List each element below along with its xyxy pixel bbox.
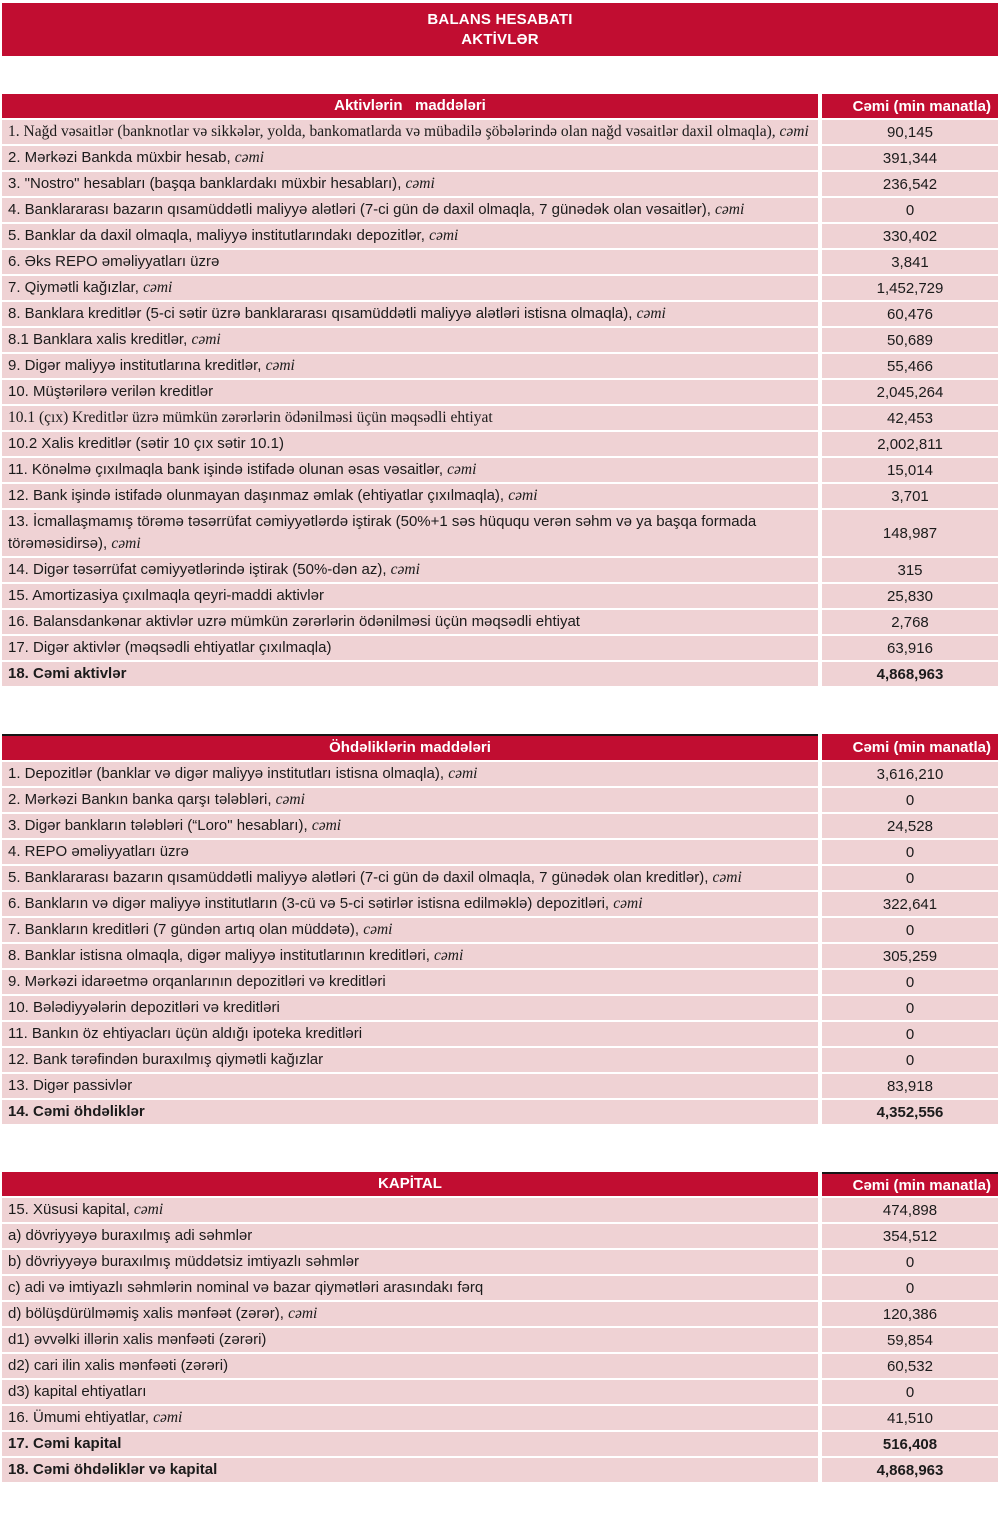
- row-label: [2, 636, 818, 660]
- table-row: [2, 1354, 998, 1378]
- row-value: 322,641: [822, 892, 998, 916]
- row-value: 3,616,210: [822, 762, 998, 786]
- row-label-text: 10. Müştərilərə verilən kreditlər: [8, 383, 214, 400]
- row-label-text: 17. Cəmi kapital: [8, 1435, 122, 1452]
- row-label-text: 14. Digər təsərrüfat cəmiyyətlərində iştirak (50%-dən az), cəmi: [8, 561, 420, 578]
- row-label: [2, 1198, 818, 1222]
- row-label-text: d) bölüşdürülməmiş xalis mənfəət (zərər), cəmi: [8, 1305, 318, 1322]
- row-label: [2, 944, 818, 968]
- row-label-text: 1. Nağd vəsaitlər (banknotlar və sikkələr, yolda, bankomatlarda və mübadilə şöbələrində olan nağd vəsaitlər daxil olmaqla), cəmi: [8, 123, 809, 140]
- row-value: 0: [822, 1250, 998, 1274]
- row-label-cami-suffix: cəmi: [288, 1305, 318, 1322]
- row-label-text: 16. Ümumi ehtiyatlar, cəmi: [8, 1409, 183, 1426]
- row-label: [2, 1406, 818, 1430]
- row-value: 4,868,963: [822, 662, 998, 686]
- row-value: 4,868,963: [822, 1458, 998, 1482]
- row-label: [2, 458, 818, 482]
- table-row: [2, 1198, 998, 1222]
- row-label-text: d1) əvvəlki illərin xalis mənfəəti (zərəri): [8, 1331, 267, 1348]
- row-label-cami-suffix: cəmi: [363, 921, 393, 938]
- table-row: [2, 146, 998, 170]
- row-label: [2, 1224, 818, 1248]
- row-label: [2, 1458, 818, 1482]
- row-value: 1,452,729: [822, 276, 998, 300]
- report-title-line1: BALANS HESABATI: [427, 11, 573, 28]
- row-label-text: 16. Balansdankənar aktivlər uzrə mümkün zərərlərin ödənilməsi üçün məqsədli ehtiyat: [8, 613, 580, 630]
- row-label: [2, 1074, 818, 1098]
- table-row: [2, 1048, 998, 1072]
- table-row: [2, 1328, 998, 1352]
- row-value: 0: [822, 1048, 998, 1072]
- row-value: 63,916: [822, 636, 998, 660]
- table-row: [2, 120, 998, 144]
- row-value: 0: [822, 1380, 998, 1404]
- table-row: [2, 1022, 998, 1046]
- row-label-cami-suffix: cəmi: [265, 357, 295, 374]
- row-value: 60,476: [822, 302, 998, 326]
- table-row: [2, 944, 998, 968]
- row-label-text: 7. Bankların kreditləri (7 gündən artıq olan müddətə), cəmi: [8, 921, 393, 938]
- table-row: [2, 1224, 998, 1248]
- row-label-cami-suffix: cəmi: [191, 331, 221, 348]
- row-value: 0: [822, 198, 998, 222]
- row-label-text: 10.2 Xalis kreditlər (sətir 10 çıx sətir 10.1): [8, 435, 284, 452]
- row-label-text: 4. REPO əməliyyatları üzrə: [8, 843, 189, 860]
- row-value: 2,045,264: [822, 380, 998, 404]
- row-value: 50,689: [822, 328, 998, 352]
- row-value: 354,512: [822, 1224, 998, 1248]
- row-value: 25,830: [822, 584, 998, 608]
- row-label: [2, 276, 818, 300]
- row-label-cami-suffix: cəmi: [712, 869, 742, 886]
- row-label-text: 13. Digər passivlər: [8, 1077, 133, 1094]
- table-row: [2, 788, 998, 812]
- table-row: [2, 762, 998, 786]
- row-label-text: 9. Digər maliyyə institutlarına kreditlər, cəmi: [8, 357, 295, 374]
- row-label-text: 1. Depozitlər (banklar və digər maliyyə institutları istisna olmaqla), cəmi: [8, 765, 478, 782]
- row-value: 0: [822, 840, 998, 864]
- row-label-cami-suffix: cəmi: [429, 227, 459, 244]
- table-row: [2, 1074, 998, 1098]
- row-label-cami-suffix: cəmi: [311, 817, 342, 834]
- table-row: [2, 996, 998, 1020]
- row-label-cami-suffix: cəmi: [434, 947, 464, 964]
- row-label-text: 10.1 (çıx) Kreditlər üzrə mümkün zərərlərin ödənilməsi üçün məqsədli ehtiyat: [8, 409, 493, 426]
- table-row: [2, 198, 998, 222]
- row-label: [2, 788, 818, 812]
- table-row: [2, 406, 998, 430]
- row-label: [2, 1250, 818, 1274]
- row-value: 90,145: [822, 120, 998, 144]
- row-label-text: 8. Banklar istisna olmaqla, digər maliyyə institutlarının kreditləri, cəmi: [8, 947, 464, 964]
- row-label-text: 3. Digər bankların tələbləri (“Loro" hesabları), cəmi: [8, 817, 342, 834]
- row-label: [2, 584, 818, 608]
- row-value: 15,014: [822, 458, 998, 482]
- row-label: [2, 1100, 818, 1124]
- row-label-cami-suffix: cəmi: [143, 279, 173, 296]
- row-label-cami-suffix: cəmi: [715, 201, 745, 218]
- row-label: [2, 996, 818, 1020]
- row-label: [2, 892, 818, 916]
- row-label: [2, 328, 818, 352]
- table-row: [2, 1380, 998, 1404]
- row-value: 60,532: [822, 1354, 998, 1378]
- row-label-text: 4. Banklararası bazarın qısamüddətli maliyyə alətləri (7-ci gün də daxil olmaqla, 7 günədək olan vəsaitlər), cəmi: [8, 201, 745, 218]
- row-label-text: 14. Cəmi öhdəliklər: [8, 1103, 145, 1120]
- row-label: [2, 172, 818, 196]
- row-label-text: b) dövriyyəyə buraxılmış müddətsiz imtiyazlı səhmlər: [8, 1253, 359, 1270]
- row-label-cami-suffix: cəmi: [636, 305, 666, 322]
- row-label: [2, 814, 818, 838]
- row-label: [2, 1380, 818, 1404]
- row-value: 474,898: [822, 1198, 998, 1222]
- table-row: [2, 1302, 998, 1326]
- row-label-text: 11. Könəlmə çıxılmaqla bank işində istifadə olunan əsas vəsaitlər, cəmi: [8, 461, 477, 478]
- row-value: 148,987: [822, 510, 998, 556]
- table-row: [2, 892, 998, 916]
- row-label: [2, 970, 818, 994]
- row-value: 516,408: [822, 1432, 998, 1456]
- row-label-text: 18. Cəmi öhdəliklər və kapital: [8, 1461, 218, 1478]
- row-label: [2, 484, 818, 508]
- row-label-text: 2. Mərkəzi Bankda müxbir hesab, cəmi: [8, 149, 265, 166]
- row-value: 42,453: [822, 406, 998, 430]
- table-header-value: Cəmi (min manatla): [822, 1172, 998, 1196]
- table-header-label: Aktivlərin maddələri: [2, 94, 818, 118]
- table-row: [2, 302, 998, 326]
- table-header-value: Cəmi (min manatla): [822, 94, 998, 118]
- table-row: [2, 1250, 998, 1274]
- table-liabilities: [2, 734, 998, 1124]
- row-label: [2, 250, 818, 274]
- table-row: [2, 1458, 998, 1482]
- table-row: [2, 840, 998, 864]
- table-header-row: [2, 1172, 998, 1196]
- row-label-text: 15. Amortizasiya çıxılmaqla qeyri-maddi aktivlər: [8, 587, 324, 604]
- table-header-label: KAPİTAL: [2, 1172, 818, 1196]
- report-title-banner: [2, 3, 998, 56]
- table-row: [2, 1276, 998, 1300]
- table-row: [2, 866, 998, 890]
- row-label-text: 11. Bankın öz ehtiyacları üçün aldığı ipoteka kreditləri: [8, 1025, 363, 1042]
- row-value: 0: [822, 788, 998, 812]
- row-value: 391,344: [822, 146, 998, 170]
- table-row: [2, 1100, 998, 1124]
- row-label: [2, 1302, 818, 1326]
- row-value: 4,352,556: [822, 1100, 998, 1124]
- row-label: [2, 762, 818, 786]
- row-label: [2, 302, 818, 326]
- row-label-cami-suffix: cəmi: [133, 1201, 164, 1218]
- table-header-value: Cəmi (min manatla): [822, 734, 998, 760]
- row-label: [2, 354, 818, 378]
- row-label-text: 18. Cəmi aktivlər: [8, 665, 127, 682]
- row-label-cami-suffix: cəmi: [779, 123, 809, 140]
- row-label-cami-suffix: cəmi: [275, 791, 305, 808]
- row-value: 0: [822, 1022, 998, 1046]
- table-row: [2, 250, 998, 274]
- row-label-text: 9. Mərkəzi idarəetmə orqanlarının depozitləri və kreditləri: [8, 973, 386, 990]
- row-label: [2, 1022, 818, 1046]
- row-value: 0: [822, 1276, 998, 1300]
- row-label: [2, 432, 818, 456]
- row-value: 3,701: [822, 484, 998, 508]
- row-label: [2, 558, 818, 582]
- row-label-cami-suffix: cəmi: [613, 895, 643, 912]
- row-value: 2,002,811: [822, 432, 998, 456]
- row-label-text: 8. Banklara kreditlər (5-ci sətir üzrə banklararası qısamüddətli maliyyə alətləri istisna olmaqla), cəmi: [8, 305, 666, 322]
- row-value: 330,402: [822, 224, 998, 248]
- report-title-line2: AKTİVLƏR: [461, 31, 539, 48]
- row-label: [2, 1328, 818, 1352]
- table-header-row: [2, 734, 998, 760]
- row-label: [2, 406, 818, 430]
- table-row: [2, 636, 998, 660]
- row-value: 0: [822, 866, 998, 890]
- table-row: [2, 610, 998, 634]
- table-row: [2, 276, 998, 300]
- row-value: 0: [822, 996, 998, 1020]
- row-value: 236,542: [822, 172, 998, 196]
- row-label-text: 7. Qiymətli kağızlar, cəmi: [8, 279, 173, 296]
- row-value: 3,841: [822, 250, 998, 274]
- table-row: [2, 458, 998, 482]
- table-row: [2, 484, 998, 508]
- row-label: [2, 510, 818, 556]
- table-row: [2, 510, 998, 556]
- row-label-cami-suffix: cəmi: [447, 461, 477, 478]
- row-label-text: 8.1 Banklara xalis kreditlər, cəmi: [8, 331, 221, 348]
- table-row: [2, 970, 998, 994]
- row-label-text: 2. Mərkəzi Bankın banka qarşı tələbləri, cəmi: [8, 791, 305, 808]
- table-header-label: Öhdəliklərin maddələri: [2, 734, 818, 760]
- row-label-cami-suffix: cəmi: [508, 487, 538, 504]
- table-row: [2, 918, 998, 942]
- row-label-text: c) adi və imtiyazlı səhmlərin nominal və bazar qiymətləri arasındakı fərq: [8, 1279, 484, 1296]
- row-label: [2, 1048, 818, 1072]
- row-label: [2, 866, 818, 890]
- table-row: [2, 380, 998, 404]
- row-label-cami-suffix: cəmi: [405, 175, 435, 192]
- row-label: [2, 198, 818, 222]
- row-label: [2, 120, 818, 144]
- row-label-text: 13. İcmallaşmamış törəmə təsərrüfat cəmiyyətlərdə iştirak (50%+1 səs hüququ verən səhm və ya başqa formada törəməsidirsə), cəmi: [8, 513, 757, 552]
- table-row: [2, 172, 998, 196]
- row-label-text: 12. Bank işində istifadə olunmayan daşınmaz əmlak (ehtiyatlar çıxılmaqla), cəmi: [8, 487, 538, 504]
- row-label-text: d2) cari ilin xalis mənfəəti (zərəri): [8, 1357, 229, 1374]
- row-label-text: 10. Bələdiyyələrin depozitləri və kreditləri: [8, 999, 280, 1016]
- row-label: [2, 1432, 818, 1456]
- row-value: 24,528: [822, 814, 998, 838]
- row-label: [2, 840, 818, 864]
- table-row: [2, 1406, 998, 1430]
- row-label-cami-suffix: cəmi: [153, 1409, 183, 1426]
- row-label-text: 15. Xüsusi kapital, cəmi: [8, 1201, 164, 1218]
- row-label-text: a) dövriyyəyə buraxılmış adi səhmlər: [8, 1227, 253, 1244]
- row-label: [2, 1276, 818, 1300]
- row-label: [2, 146, 818, 170]
- row-value: 315: [822, 558, 998, 582]
- row-value: 41,510: [822, 1406, 998, 1430]
- row-label-cami-suffix: cəmi: [448, 765, 478, 782]
- row-label-text: 6. Əks REPO əməliyyatları üzrə: [8, 253, 220, 270]
- row-label-text: 12. Bank tərəfindən buraxılmış qiymətli kağızlar: [8, 1051, 324, 1068]
- table-row: [2, 1432, 998, 1456]
- row-label-cami-suffix: cəmi: [234, 149, 265, 166]
- table-row: [2, 224, 998, 248]
- table-capital: [2, 1172, 998, 1482]
- row-label-cami-suffix: cəmi: [111, 535, 141, 552]
- row-value: 305,259: [822, 944, 998, 968]
- table-row: [2, 814, 998, 838]
- table-row: [2, 432, 998, 456]
- row-value: 0: [822, 918, 998, 942]
- table-row: [2, 584, 998, 608]
- row-value: 120,386: [822, 1302, 998, 1326]
- row-label-text: 17. Digər aktivlər (məqsədli ehtiyatlar çıxılmaqla): [8, 639, 332, 656]
- table-row: [2, 662, 998, 686]
- row-label-cami-suffix: cəmi: [390, 561, 420, 578]
- row-label: [2, 1354, 818, 1378]
- row-label-text: 5. Banklar da daxil olmaqla, maliyyə institutlarındakı depozitlər, cəmi: [8, 227, 459, 244]
- row-label: [2, 610, 818, 634]
- row-label-text: 5. Banklararası bazarın qısamüddətli maliyyə alətləri (7-ci gün də daxil olmaqla, 7 günədək olan kreditlər), cəmi: [8, 869, 742, 886]
- row-label-text: d3) kapital ehtiyatları: [8, 1383, 147, 1400]
- report-sections: [0, 94, 1000, 1482]
- row-label: [2, 662, 818, 686]
- table-row: [2, 558, 998, 582]
- table-row: [2, 354, 998, 378]
- row-value: 0: [822, 970, 998, 994]
- row-value: 2,768: [822, 610, 998, 634]
- table-assets: [2, 94, 998, 686]
- table-header-row: [2, 94, 998, 118]
- row-label: [2, 224, 818, 248]
- row-label-text: 6. Bankların və digər maliyyə institutların (3-cü və 5-ci sətirlər istisna edilməklə) depozitləri, cəmi: [8, 895, 643, 912]
- row-value: 83,918: [822, 1074, 998, 1098]
- row-value: 59,854: [822, 1328, 998, 1352]
- row-value: 55,466: [822, 354, 998, 378]
- table-row: [2, 328, 998, 352]
- row-label-text: 3. "Nostro" hesabları (başqa banklardakı müxbir hesabları), cəmi: [8, 175, 435, 192]
- row-label: [2, 918, 818, 942]
- row-label: [2, 380, 818, 404]
